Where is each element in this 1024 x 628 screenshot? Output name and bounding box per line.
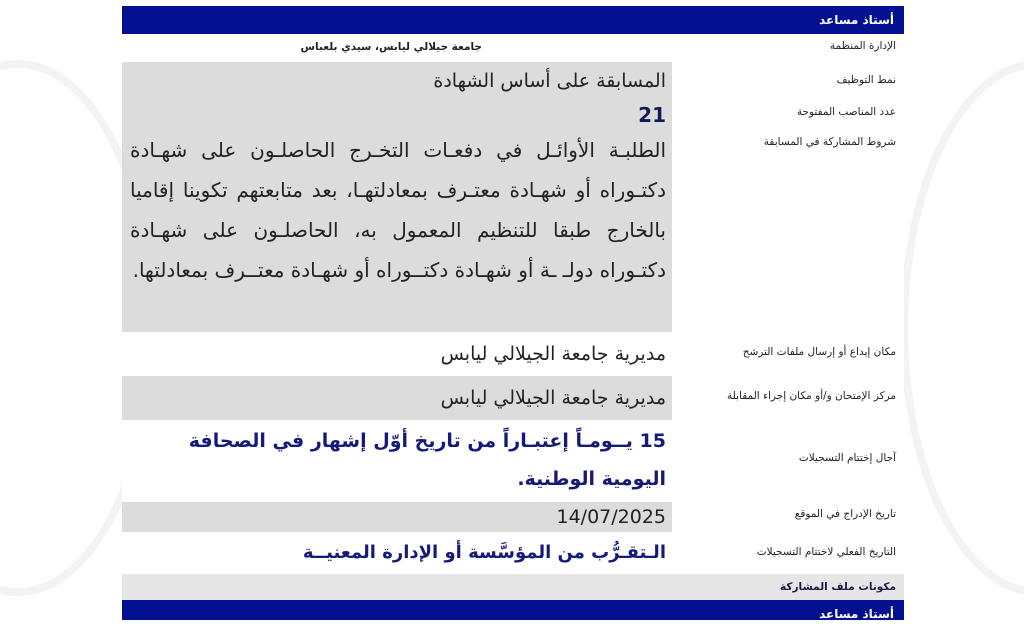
- section-participation-file: [122, 574, 904, 600]
- row-actual-closing-date: [122, 532, 904, 574]
- row-value: 21: [122, 100, 672, 130]
- row-label: آجال إختتام التسجيلات: [672, 420, 904, 502]
- row-recruitment-mode: [122, 62, 904, 100]
- row-value: المسابقة على أساس الشهادة: [122, 62, 672, 100]
- row-label: نمط التوظيف: [672, 62, 904, 100]
- next-header-bar: [122, 600, 904, 620]
- section-title: مكونات ملف المشاركة: [780, 581, 896, 593]
- row-label: تاريخ الإدراج في الموقع: [672, 502, 904, 532]
- row-value: الطلبـة الأوائـل في دفعـات التخـرج الحاصلـون على شهـادة دكتـوراه أو شهـادة معتـرف بمعادلتهـا، بعد متابعتهم تكوينا إقاميا بالخارج طبقا للتنظيم المعمول به، الحاصلـون على شهـادة دكتـوراه دولـ ـة أو شهـادة دكتــوراه أو شهـادة معتــرف بمعادلتها.: [122, 130, 672, 332]
- row-registration-deadline: [122, 420, 904, 502]
- row-value: مديرية جامعة الجيلالي ليابس: [122, 332, 672, 376]
- row-value: مديرية جامعة الجيلالي ليابس: [122, 376, 672, 420]
- watermark-seal-right: [900, 60, 1024, 596]
- row-exam-center: [122, 376, 904, 420]
- row-value: 15 يــومـاً إعتبـاراً من تاريخ أوّل إشهار في الصحافة اليومية الوطنية.: [122, 420, 672, 502]
- row-label: شروط المشاركة في المسابقة: [672, 130, 904, 332]
- row-open-positions: [122, 100, 904, 130]
- row-label: مكان إيداع أو إرسال ملفات الترشح: [672, 332, 904, 376]
- row-label: الإدارة المنظمة: [672, 34, 904, 62]
- row-file-submission-place: [122, 332, 904, 376]
- row-label: التاريخ الفعلي لاختتام التسجيلات: [672, 532, 904, 574]
- row-value: 14/07/2025: [122, 502, 672, 532]
- row-label: مركز الإمتحان و/أو مكان إجراء المقابلة: [672, 376, 904, 420]
- row-posting-date: [122, 502, 904, 532]
- row-label: عدد المناصب المفتوحة: [672, 100, 904, 130]
- recruitment-table: [122, 6, 904, 620]
- header-title: أستاذ مساعد: [819, 13, 894, 27]
- header-bar: [122, 6, 904, 34]
- next-header-title: أستاذ مساعد: [819, 607, 894, 621]
- row-participation-conditions: [122, 130, 904, 332]
- row-organizing-administration: [122, 34, 904, 62]
- row-value: جامعة جيلالي ليابس، سيدي بلعباس: [122, 34, 672, 62]
- row-value: الـتقـرُّب من المؤسَّسة أو الإدارة المعنيــة: [122, 532, 672, 574]
